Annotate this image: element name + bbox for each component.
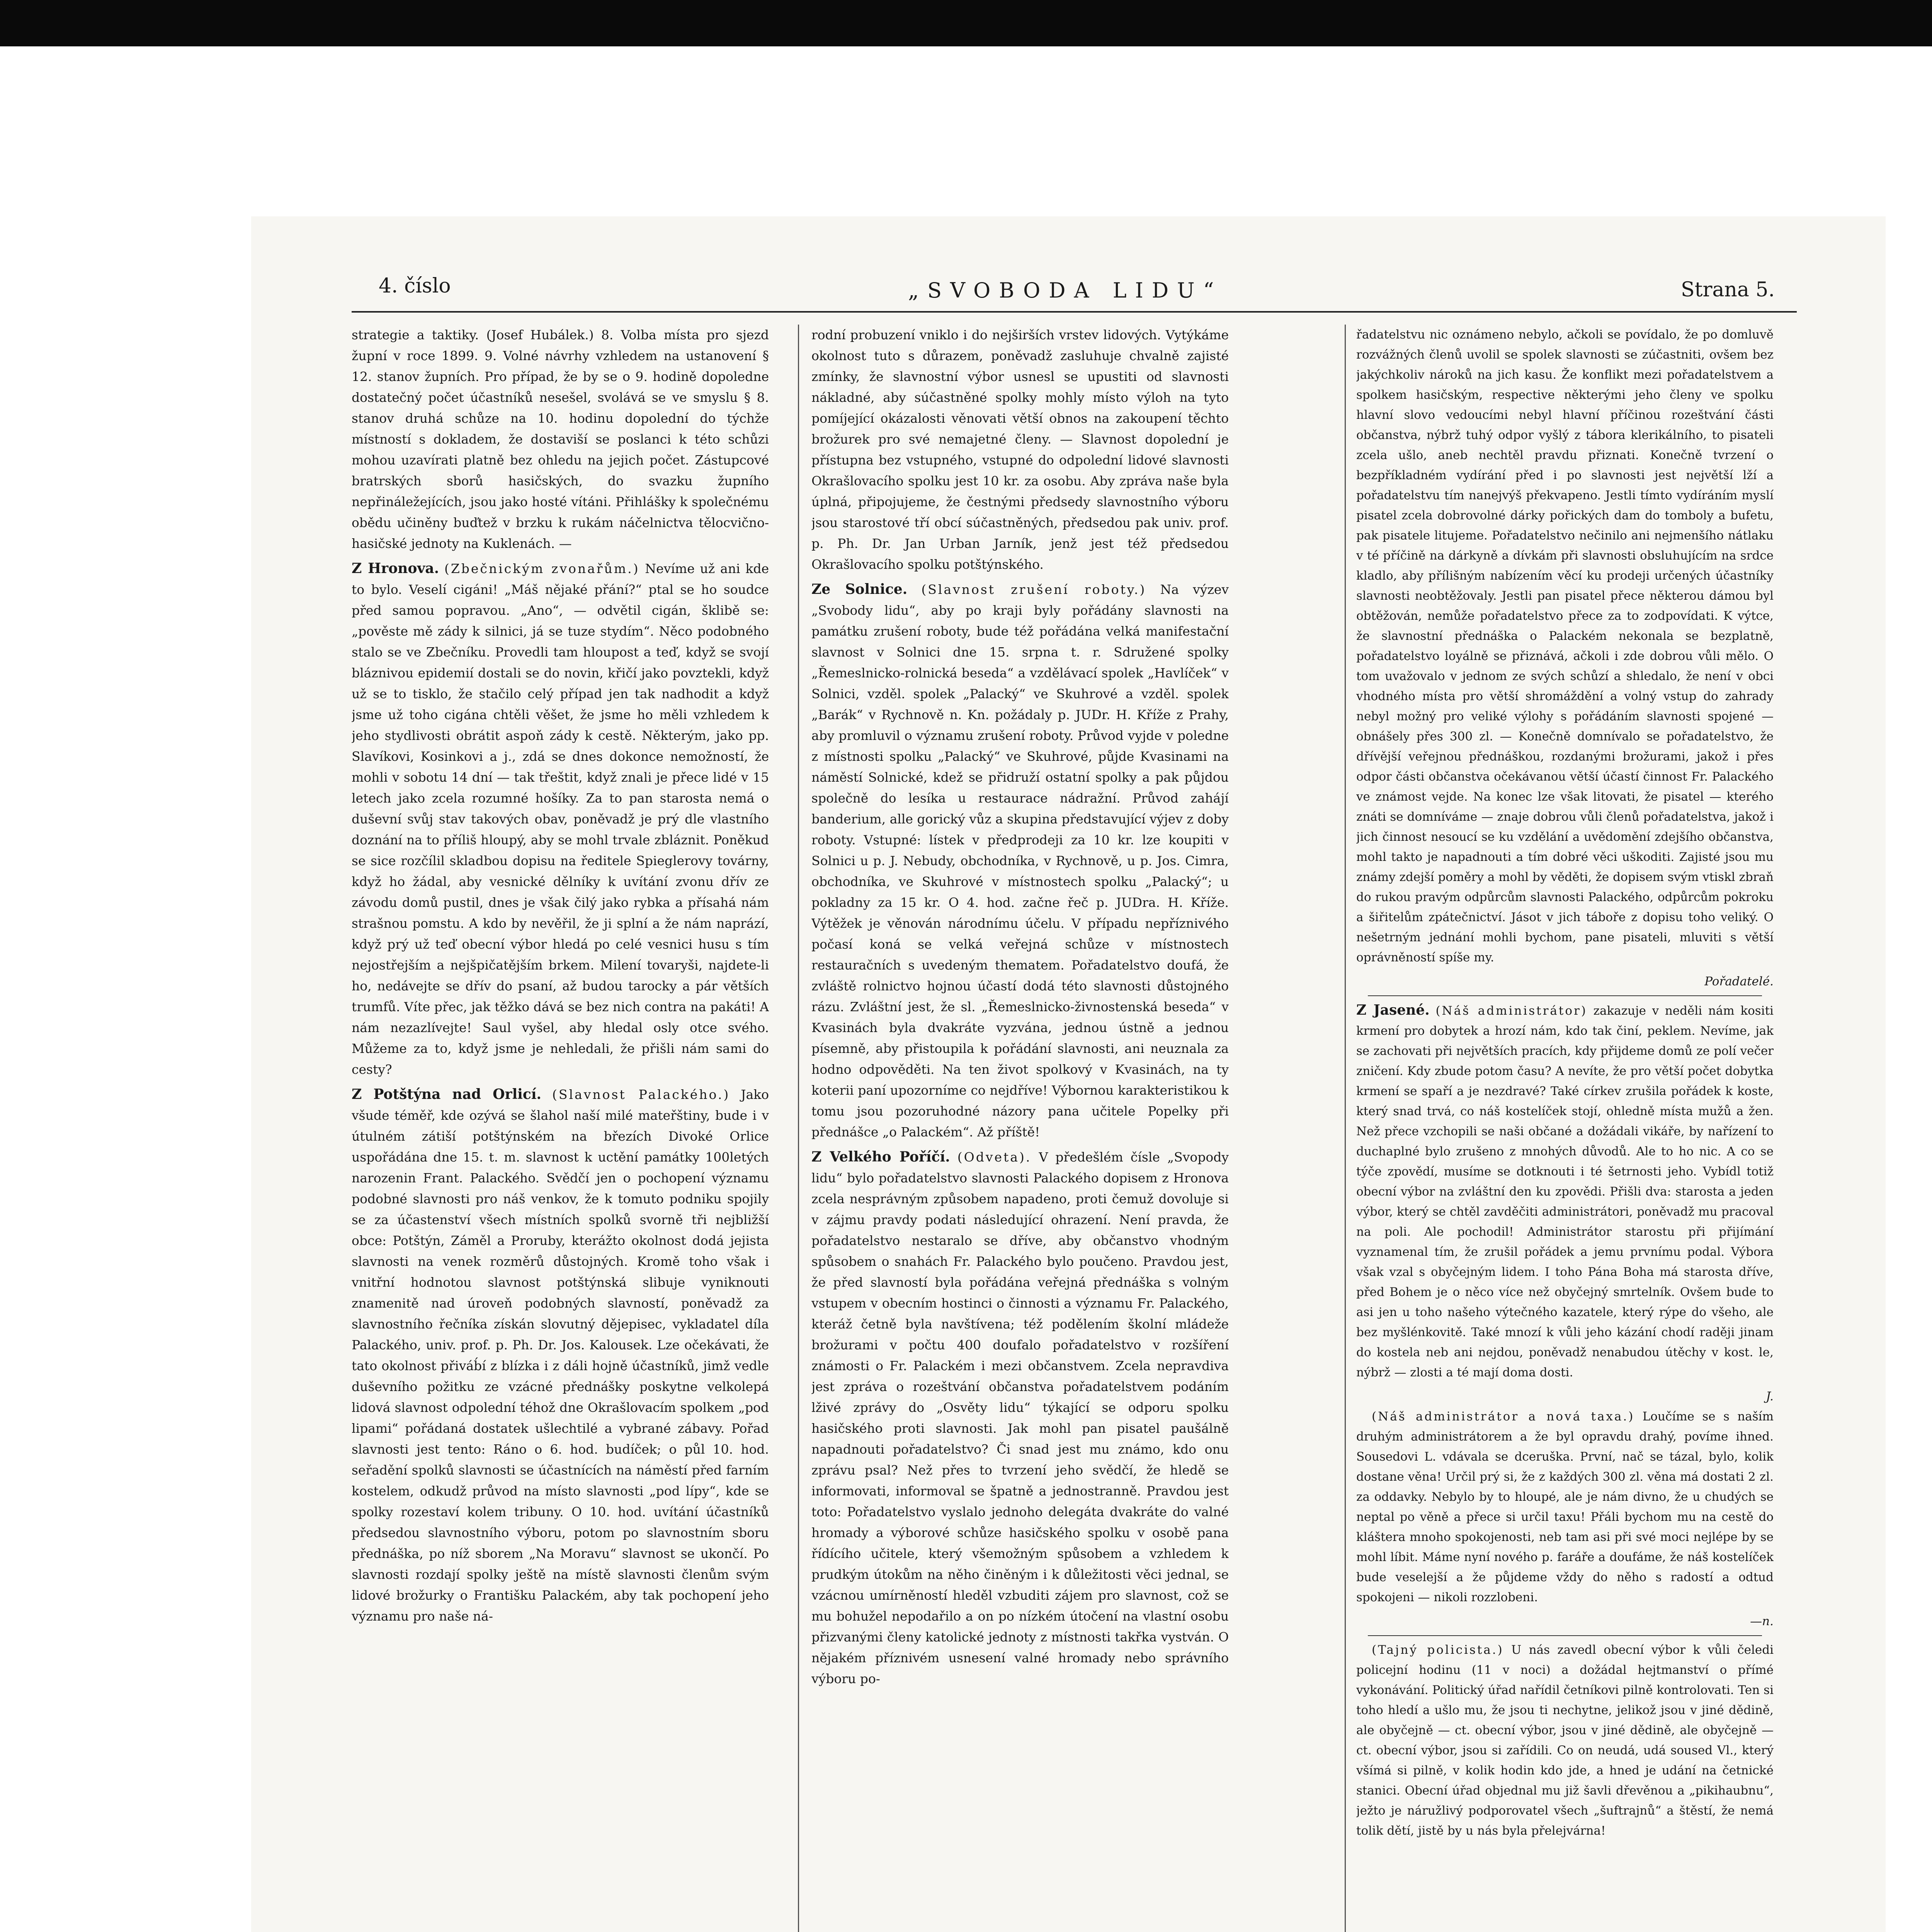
article-heading: Z Velkého Poříčí. [811, 1149, 950, 1165]
issue-number: 4. číslo [379, 274, 451, 298]
article-heading: Z Hronova. [352, 560, 439, 577]
article [1356, 1406, 1774, 1607]
article-subtitle: (Tajný policista.) [1372, 1643, 1504, 1657]
article-text: zakazuje v neděli nám kositi krmení pro dobytek a hrozí nám, kdo tak činí, peklem. Nevíme, jak se zachovati při největších pracích, kdy přijdeme domů ze polí večer zničení. Kdy zbude potom času? A nevíte, že pro větší počet dobytka krmení se spaří a je nezdravé? Také církev zrušila pořádek k koste, který snad trvá, co náš kostelíček stojí, ohledně místa mužů a žen. Než přece vzchopili se naši občané a dožádali vikáře, by nařízení to duchaplné bylo zrušeno z mnohých důvodů. Ale to ho nic. A co se týče zpovědí, musíme se dotknouti i té šetrnosti jeho. Vybídl totiž obecní výbor na zvláštní den ku zpovědi. Přišli dva: starosta a jeden výbor, který se chtěl zavděčiti administrátori, poněvadž mu pracoval na poli. Ale pochodil! Administrátor starostu při přijímání vyznamenal tím, že zrušil pořádek a jemu prvnímu podal. Výbora však vzal s obyčejným lidem. I toho Pána Boha má starosta dříve, před Bohem je o něco více než obyčejný smrtelník. Ovšem bude to asi jen u toho našeho výtečného kazatele, který rýpe do všeho, ale bez myšlénkovitě. Také mnozí k vůli jeho kázání chodí raději jinam do kostela neb ani nejdou, poněvadž nenabudou útěchy v kost. le, nýbrž — zlosti a té mají doma dosti. [1356, 1004, 1774, 1379]
column-2 [811, 325, 1229, 1932]
header-rule [352, 311, 1797, 313]
column-3 [1356, 325, 1774, 1932]
signature: J. [1766, 1389, 1774, 1403]
article-text: Na výzev „Svobody lidu“, aby po kraji byly pořádány slavnosti na památku zrušení roboty, bude též pořádána velká manifestační slavnost v Solnici dne 15. srpna t. r. Sdružené spolky „Řemeslnicko-rolnická beseda“ a vzdělávací spolek „Havlíček“ v Solnici, vzděl. spolek „Palacký“ ve Skuhrové a vzděl. spolek „Barák“ v Rychnově n. Kn. požádaly p. JUDr. H. Kříže z Prahy, aby promluvil o významu zrušení roboty. Průvod vyjde v poledne z místnosti spolku „Palacký“ ve Skuhrové, půjde Kvasinami na náměstí Solnické, kdež se přidruží ostatní spolky a pak půjdou společně do lesíka u restaurace nádražní. Průvod zahájí banderium, alle gorický vůz a skupina představující výjev z doby roboty. Vstupné: lístek v předprodeji za 10 kr. lze koupiti v Solnici u p. J. Nebudy, obchodníka, v Rychnově, u p. Jos. Cimra, obchodníka, ve Skuhrové v místnostech spolku „Palacký“; u pokladny za 15 kr. O 4. hod. začne řeč p. JUDra. H. Kříže. Výtěžek je věnován národnímu účelu. V případu nepříznivého počasí koná se velká veřejná schůze v místnostech restauračních s uvedeným thematem. Pořadatelstvo doufá, že zvláště rolnictvo hojnou účastí dodá této slavnosti důstojného rázu. Zvláštní jest, že sl. „Řemeslnicko-živnostenská beseda“ v Kvasinách byla dvakráte vyzvána, jednou ústně a jednou písemně, aby přistoupila k pořádání slavnosti, ani neuznala za hodno odpověděti. Na ten život spolkový v Kvasinách, na ty koterii paní upozorníme co nejdříve! Výbornou karakteristikou k tomu jsou pozoruhodné názory pana učitele Popelky při přednášce „o Palackém“. Až příště! [811, 582, 1229, 1139]
page-number: Strana 5. [1681, 278, 1775, 301]
scan-top-border [0, 0, 1932, 46]
article [1356, 1640, 1774, 1841]
article-subtitle: (Slavnost Palackého.) [552, 1087, 730, 1102]
masthead-title: „SVOBODA LIDU“ [908, 278, 1223, 303]
column-1 [352, 325, 769, 1932]
article-text: rodní probuzení vniklo i do nejširších vrstev lidových. Vytýkáme okolnost tuto s důrazem, poněvadž zasluhuje chvalně zajisté zmínky, že slavnostní výbor usnesl se upustiti od slavnosti nákladné, aby súčastněné spolky mohly místo výloh na tyto pomíjející okázalosti věnovati větší obnos na zakoupení těchto brožurek pro své nemajetné členy. — Slavnost dopolední je přístupna bez vstupného, vstupné do odpolední lidové slavnosti Okrašlovacího spolku jest 10 kr. za osobu. Aby zpráva naše byla úplná, připojujeme, že čestnými předsedy slavnostního výboru jsou starostové tří obcí súčastněných, předsedou pak univ. prof. p. Ph. Dr. Jan Urban Jarník, jenž jest též předsedou Okrašlovacího spolku potštýnského. [811, 327, 1229, 572]
signature: —n. [1750, 1614, 1774, 1628]
column-divider [798, 325, 799, 1932]
article-heading: Ze Solnice. [811, 581, 908, 597]
column-divider [1345, 325, 1346, 1932]
article-text: U nás zavedl obecní výbor k vůli čeledi policejní hodinu (11 v noci) a dožádal hejtmanství o přímé vykonávání. Politický úřad nařídil četníkovi pilně kontrolovati. Ten si toho hledí a ušlo mu, že jsou ti nechytne, jelikož jsou v jiné dědině, ale obyčejně — ct. obecní výbor, jsou v jiné dědině, ale obyčejně — ct. obecní výbor, jsou si zařídili. Co on neudá, udá soused Vl., který všímá si pilně, v kolik hodin kdo jde, a hned je udání na četnické stanici. Obecní úřad objednal mu již šavli dřevěnou a „pikihaubnu“, ježto je náružlivý podporovatel všech „šuftrajnů“ a štěstí, že nemá tolik dětí, jistě by u nás byla přelejvárna! [1356, 1643, 1774, 1838]
article-text: řadatelstvu nic oznámeno nebylo, ačkoli se povídalo, že po domluvě rozvážných členů uvolil se spolek slavnosti se zúčastniti, ovšem bez jakýchkoliv nároků na jich kasu. Že konflikt mezi pořadatelstvem a spolkem hasičským, respective některými jeho členy ve spolku hlavní slovo vedoucími nebyl hlavní příčinou rozeštvání části občanstva, nýbrž tuhý odpor vyšlý z tábora klerikálního, to pisateli zcela ušlo, aneb nechtěl pravdu přiznati. Konečně tvrzení o bezpříkladném vydírání před i po slavnosti jest největší lží a pořadatelstvu tím nanejvýš překvapeno. Jestli tímto vydíráním myslí pisatel zcela dobrovolné dárky pořických dam do tomboly a bufetu, pak pisatele litujeme. Pořadatelstvo nečinilo ani nejmenšího nátlaku v té příčině na dárkyně a dívkám při slavnosti obsluhujícím na srdce kladlo, aby přílišným nabízením věcí ku prodeji určených účastníky slavnosti neobtěžovaly. Jestli pan pisatel přece některou dámou byl obtěžován, nemůže pořadatelstvo přece za to zodpovídati. K výtce, že slavnostní přednáška o Palackém nekonala se bezplatně, pořadatelstvo loyálně se přiznává, ačkoli i zde dobrou vůli mělo. O tom uvažovalo v jednom ze svých schůzí a shledalo, že není v obci vhodného místa pro větší shromáždění a volný vstup do zahrady nebyl možný pro veliké výlohy s pořádáním slavnosti spojené — obnášely přes 300 zl. — Konečně domnívalo se pořadatelstvo, že dřívější veřejnou přednáškou, rozdanými brožurami, jakož i přes odpor části občanstva očekávanou větší účastí činnost Fr. Palackého ve známost vejde. Na konec lze však litovati, že pisatel — kterého znáti se domníváme — znaje dobrou vůli členů pořadatelstva, jakož i jich činnost nesoucí se ku vzdělání a uvědomění zdejšího občanstva, mohl takto je napadnouti a tím dobré věci uškoditi. Zajisté jsou mu známy zdejší poměry a mohl by věděti, že dopisem svým vtiskl zbraň do rukou pravým odpůrcům slavnosti Palackého, odpůrcům pokroku a šiřitelům zpátečnictví. Jásot v jich táboře z dopisu toho veliký. O nešetrným jednání mohli bychom, pane pisateli, mluviti s větší oprávněností spíše my. [1356, 328, 1774, 964]
newspaper-page [251, 216, 1886, 1932]
article-text: Nevíme už ani kde to bylo. Veselí cigáni! „Máš nějaké přání?“ ptal se ho soudce před samou popravou. „Ano“, — odvětil cigán, šklibě se: „pověste mě zády k silnici, já se tuze stydím“. Něco podobného stalo se ve Zbečníku. Provedli tam hloupost a teď, když se svojí bláznivou epidemií dostali se do novin, křičí jako povztekli, když už se to tisklo, že stačilo celý případ jen tak nadhodit a když jsme už toho cigána chtěli věšet, že jsme ho měli vzhledem k jeho stydlivosti obrátit aspoň zády k cestě. Některým, jako pp. Slavíkovi, Kosinkovi a j., zdá se dnes dokonce nemožností, že mohli v sobotu 14 dní — tak třeštit, když znali je přece lidé v 15 letech jako zcela rozumné hošíky. Za to pan starosta nemá o duševní svůj stav takových obav, poněvadž je prý dle vlastního doznání na to příliš hloupý, aby se mohl trvale zbláznit. Poněkud se sice rozčílil skladbou dopisu na ředitele Spieglerovy továrny, když ho žádal, aby vesnické dělníky k uvítání zvonu dřív ze závodu domů pustil, dnes je však čilý jako rybka a přísahá nám strašnou pomstu. A kdo by nevěřil, že ji splní a že nám naprází, když prý už teď obecní výbor hledá po celé vesnici husu s tím nejostřejším a nejšpičatějším brkem. Milení tovaryši, najdete-li ho, nedávejte se dřív do psaní, až budou tarocky a pár větších trumfů. Víte přec, jak těžko dává se bez nich contra na pakáti! A nám nezazlívejte! Saul vyšel, aby hledal osly otce svého. Můžeme za to, když jsme je nehledali, že přišli nám sami do cesty? [352, 561, 769, 1077]
article-heading: Z Jasené. [1356, 1002, 1430, 1018]
article-subtitle: (Zbečnickým zvonařům.) [444, 561, 640, 576]
signature: Pořadatelé. [1704, 975, 1774, 988]
article-text: strategie a taktiky. (Josef Hubálek.) 8. Volba místa pro sjezd župní v roce 1899. 9. Volné návrhy vzhledem na ustanovení § 12. stanov župních. Pro případ, že by se o 9. hodině dopoledne dostatečný počet účastníků nesešel, svolává se ve smyslu § 8. stanov druhá schůze na 10. hodinu dopolední do týchže místností s dokladem, že dostaviší se poslanci k této schůzi mohou uzavírati platně bez ohledu na jejich počet. Zástupcové bratrských sborů hasičských, do svazku župního nepřináležejících, jsou jako hosté vítáni. Přihlášky k společnému obědu učiněny buďtež v brzku k rukám náčelnictva tělocvično-hasičské jednoty na Kuklenách. — [352, 327, 769, 551]
article-heading: Z Potštýna nad Orlicí. [352, 1086, 541, 1102]
separator-rule [1368, 1635, 1762, 1636]
separator-rule [1368, 995, 1762, 996]
article-subtitle: (Odveta). [957, 1150, 1032, 1165]
article-subtitle: (Náš administrátor a nová taxa.) [1372, 1410, 1635, 1423]
article-subtitle: (Slavnost zrušení roboty.) [921, 582, 1146, 597]
article-text: V předešlém čísle „Svopody lidu“ bylo pořadatelstvo slavnosti Palackého dopisem z Hronova zcela nesprávným způsobem napadeno, proti čemuž dovoluje si v zájmu pravdy podati následující ohrazení. Není pravda, že pořadatelstvo nestaralo se dříve, aby občanstvo vhodným spůsobem o snahách Fr. Palackého bylo poučeno. Pravdou jest, že před slavností byla pořádána veřejná přednáška s volným vstupem v obecním hostinci o činnosti a významu Fr. Palackého, kteráž četně byla navštívena; též podělením školní mládeže brožurami v počtu 400 doufalo pořadatelstvo v rozšíření známosti o Fr. Palackém i mezi občanstvem. Zcela nepravdiva jest zpráva o rozeštvání občanstva pořadatelstvem podáním lživé zprávy do „Osvěty lidu“ týkající se odporu spolku hasičského proti slavnosti. Jak mohl pan pisatel paušálně napadnouti pořadatelstvo? Či snad jest mu známo, kdo onu zprávu psal? Než přes to tvrzení jeho svědčí, že hledě se informovati, informoval se špatně a jednostranně. Pravdou jest toto: Pořadatelstvo vyslalo jednoho delegáta dvakráte do valné hromady a výborové schůze hasičského spolku v osobě pana řídícího učitele, který všemožným spůsobem a vzhledem k prudkým útokům na něho činěným i k důležitosti věci jednal, se vzácnou umírněností hleděl vzbuditi zájem pro slavnost, což se mu bohužel nepodařilo a on po nízkém útočení na vlastní osobu přizvanými členy katolické jednoty z místnosti takřka vystván. O nějakém příznivém usnesení valné hromady nebo správního výboru po- [811, 1150, 1229, 1686]
article-text: Loučíme se s naším druhým administrátorem a že byl opravdu drahý, povíme ihned. Sousedovi L. vdávala se dceruška. První, nač se tázal, bylo, kolik dostane věna! Určil prý si, že z každých 300 zl. věna má dostati 2 zl. za oddavky. Nebylo by to hloupé, ale je nám divno, že u chudých se neptal po věně a přece si určil taxu! Přáli bychom mu na cestě do kláštera mnoho spokojenosti, neb tam asi při své moci nejlépe by se mohl líbit. Máme nyní nového p. faráře a doufáme, že náš kostelíček bude veselejší a že půjdeme vždy do něho s radostí a odtud spokojeni — nikoli rozzlobeni. [1356, 1410, 1774, 1604]
article-text: Jako všude téměř, kde ozývá se šlahol naší milé mateřštiny, bude i v útulném zátiší potštýnském na březích Divoké Orlice uspořádána dne 15. t. m. slavnost k uctění památky 100letých narozenin Frant. Palackého. Svědčí jen o pochopení významu podobné slavnosti pro náš venkov, že k tomuto podniku spojily se za účastenství všech místních spolků svorně tři nejbližší obce: Potštýn, Záměl a Proruby, kterážto okolnost dodá jejista slavnosti na venek rozměrů důstojných. Kromě toho však i vnitřní hodnotou slavnost potštýnská slibuje vyniknouti znamenitě nad úroveň podobných slavností, poněvadž za slavnostního řečníka získán slovutný dějepisec, vykladatel díla Palackého, univ. prof. p. Ph. Dr. Jos. Kalousek. Lze očekávati, že tato okolnost přiváb́í z blízka i z dáli hojně účastníků, jimž vedle duševního požitku ze vzácné přednášky poskytne velkolepá lidová slavnost odpolední téhož dne Okrašlovacím spolkem „pod lipami“ pořádaná dostatek ušlechtilé a vybrané zábavy. Pořad slavnosti jest tento: Ráno o 6. hod. budíček; o půl 10. hod. seřadění spolků slavnosti se účastnících na náměstí před farním kostelem, odkudž průvod na místo slavnosti „pod lípy“, kde se spolky rozestaví kolem tribuny. O 10. hod. uvítání účastníků předsedou slavnostního výboru, potom po slavnostním sboru přednáška, po níž sborem „Na Moravu“ slavnost se ukončí. Po slavnosti rozdají spolky ještě na místě slavnosti členům svým lidové brožurky o Františku Palackém, aby tak pochopení jeho významu pro naše ná- [352, 1087, 769, 1624]
article-subtitle: (Náš administrátor) [1435, 1004, 1587, 1018]
